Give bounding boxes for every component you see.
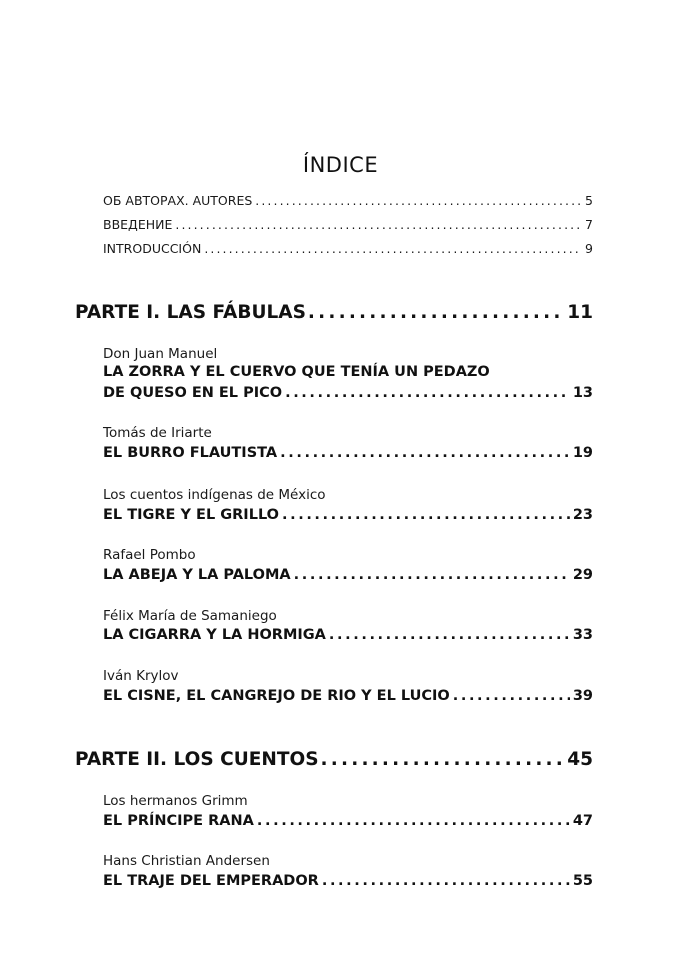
entry-title: EL BURRO FLAUTISTA [103, 445, 278, 461]
toc-entry-story[interactable] [103, 507, 593, 523]
dot-leader [204, 241, 582, 256]
toc-page-number: 9 [585, 241, 593, 256]
entry-page-number: 39 [572, 688, 593, 704]
dot-leader [280, 445, 570, 461]
entry-page-number: 33 [572, 627, 593, 643]
entry-title: DE QUESO EN EL PICO [103, 385, 283, 401]
part-page-number: 45 [567, 749, 593, 770]
entry-title: LA CIGARRA Y LA HORMIGA [103, 627, 326, 643]
entry-author: Iván Krylov [103, 668, 179, 684]
toc-entry-story[interactable] [103, 445, 593, 461]
entry-title-line[interactable]: LA ZORRA Y EL CUERVO QUE TENÍA UN PEDAZO [103, 364, 490, 380]
entry-title: EL PRÍNCIPE RANA [103, 813, 254, 829]
toc-entry-story[interactable] [103, 813, 593, 829]
entry-page-number: 19 [572, 445, 593, 461]
dot-leader [453, 688, 570, 704]
entry-author: Félix María de Samaniego [103, 608, 277, 624]
entry-author: Hans Christian Andersen [103, 853, 270, 869]
entry-author: Tomás de Iriarte [103, 425, 212, 441]
part-label: PARTE II. LOS CUENTOS [75, 749, 319, 770]
part-page-number: 11 [567, 302, 593, 323]
dot-leader [285, 385, 570, 401]
entry-author: Don Juan Manuel [103, 346, 218, 362]
entry-page-number: 29 [572, 567, 593, 583]
index-title: ÍNDICE [302, 153, 379, 177]
toc-entry-vvedenie[interactable] [103, 217, 593, 232]
dot-leader [255, 193, 582, 208]
dot-leader [175, 217, 582, 232]
toc-entry-story[interactable] [103, 567, 593, 583]
part-label: PARTE I. LAS FÁBULAS [75, 302, 306, 323]
dot-leader [321, 749, 566, 770]
toc-entry-label: ВВЕДЕНИЕ [103, 217, 173, 232]
entry-title: EL TRAJE DEL EMPERADOR [103, 873, 319, 889]
dot-leader [322, 873, 570, 889]
entry-page-number: 55 [572, 873, 593, 889]
entry-title: EL TIGRE Y EL GRILLO [103, 507, 279, 523]
entry-page-number: 13 [572, 385, 593, 401]
toc-part-2[interactable] [75, 749, 593, 770]
entry-page-number: 23 [572, 507, 593, 523]
entry-author: Los hermanos Grimm [103, 793, 248, 809]
entry-title: EL CISNE, EL CANGREJO DE RIO Y EL LUCIO [103, 688, 450, 704]
toc-entry-story[interactable] [103, 873, 593, 889]
entry-author: Los cuentos indígenas de México [103, 487, 326, 503]
toc-entry-story[interactable] [103, 688, 593, 704]
dot-leader [294, 567, 570, 583]
entry-page-number: 47 [572, 813, 593, 829]
dot-leader [308, 302, 565, 323]
dot-leader [329, 627, 570, 643]
toc-entry-label: INTRODUCCIÓN [103, 241, 202, 256]
dot-leader [282, 507, 570, 523]
toc-page-number: 5 [585, 193, 593, 208]
dot-leader [257, 813, 570, 829]
toc-page-number: 7 [585, 217, 593, 232]
toc-entry-story[interactable] [103, 627, 593, 643]
toc-entry-introduccion[interactable] [103, 241, 593, 256]
entry-author: Rafael Pombo [103, 547, 196, 563]
entry-title: LA ABEJA Y LA PALOMA [103, 567, 291, 583]
toc-entry-authors[interactable] [103, 193, 593, 208]
toc-part-1[interactable] [75, 302, 593, 323]
toc-entry-story[interactable] [103, 385, 593, 401]
toc-entry-label: ОБ АВТОРАХ. AUTORES [103, 193, 253, 208]
